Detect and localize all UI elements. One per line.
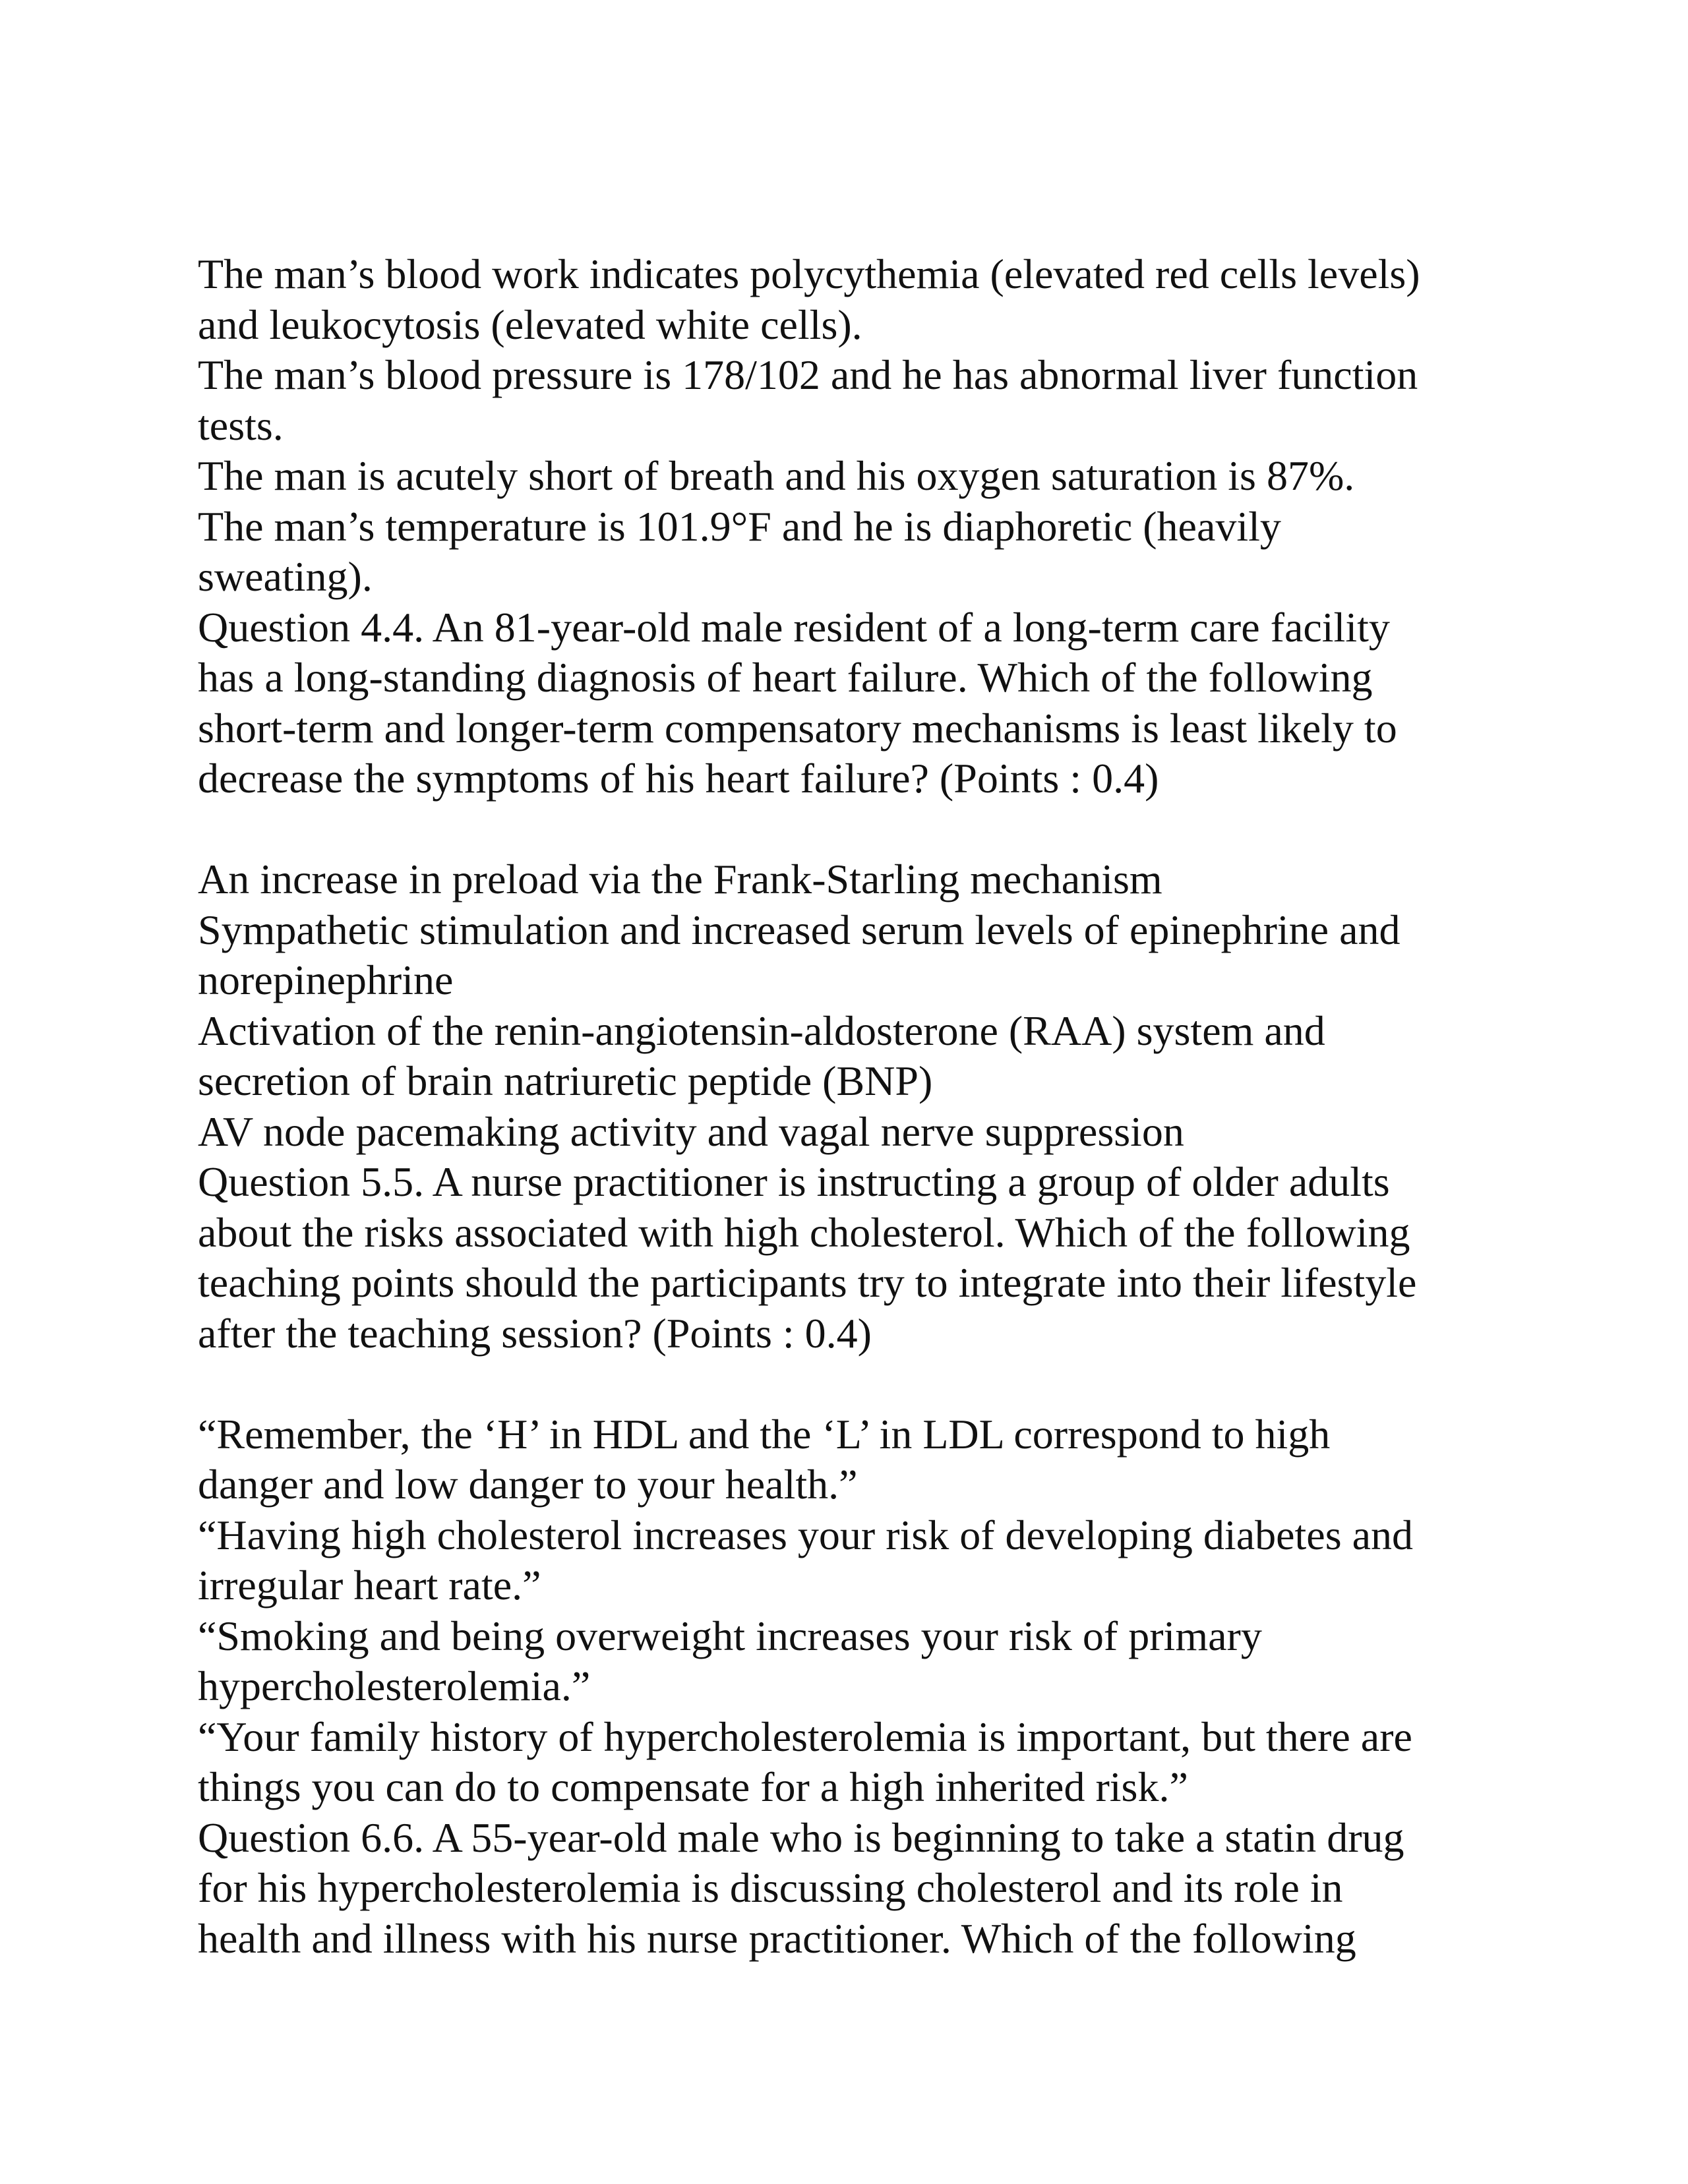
document-body: [198, 249, 1517, 1964]
text-line: teaching points should the participants try to integrate into their lifestyle: [198, 1259, 1417, 1306]
answer-option-line: hypercholesterolemia.”: [198, 1663, 591, 1709]
text-line: The man’s blood work indicates polycythemia (elevated red cells levels): [198, 251, 1420, 297]
answer-option-line: An increase in preload via the Frank-Starling mechanism: [198, 856, 1162, 902]
text-line: after the teaching session? (Points : 0.4): [198, 1309, 872, 1357]
blank-line: [198, 804, 1517, 855]
text-line: has a long-standing diagnosis of heart failure. Which of the following: [198, 654, 1373, 701]
answer-option-line: “Having high cholesterol increases your risk of developing diabetes and: [198, 1511, 1413, 1558]
question-6-6-line: Question 6.6. A 55-year-old male who is beginning to take a statin drug: [198, 1814, 1404, 1861]
question-4-4-line: Question 4.4. An 81-year-old male resident of a long-term care facility: [198, 603, 1390, 651]
text-line: tests.: [198, 401, 284, 449]
text-line: The man’s temperature is 101.9°F and he is diaphoretic (heavily: [198, 502, 1281, 550]
text-line: short-term and longer-term compensatory mechanisms is least likely to: [198, 704, 1397, 752]
answer-option-line: Activation of the renin-angiotensin-aldosterone (RAA) system and: [198, 1007, 1325, 1054]
answer-option-line: AV node pacemaking activity and vagal nerve suppression: [198, 1107, 1184, 1155]
answer-option-line: norepinephrine: [198, 957, 454, 1003]
answer-option-line: danger and low danger to your health.”: [198, 1461, 858, 1508]
text-line: The man’s blood pressure is 178/102 and he has abnormal liver function: [198, 351, 1418, 398]
text-line: The man is acutely short of breath and his oxygen saturation is 87%.: [198, 452, 1355, 499]
text-line: decrease the symptoms of his heart failure? (Points : 0.4): [198, 755, 1159, 802]
text-line: about the risks associated with high cholesterol. Which of the following: [198, 1208, 1410, 1256]
answer-option-line: things you can do to compensate for a high inherited risk.”: [198, 1763, 1188, 1810]
text-line: and leukocytosis (elevated white cells).: [198, 301, 862, 348]
text-line: health and illness with his nurse practitioner. Which of the following: [198, 1914, 1356, 1962]
answer-option-line: “Your family history of hypercholesterolemia is important, but there are: [198, 1713, 1412, 1760]
answer-option-line: secretion of brain natriuretic peptide (BNP): [198, 1057, 933, 1104]
question-5-5-line: Question 5.5. A nurse practitioner is instructing a group of older adults: [198, 1158, 1390, 1205]
answer-option-line: “Remember, the ‘H’ in HDL and the ‘L’ in LDL correspond to high: [198, 1410, 1331, 1458]
answer-option-line: Sympathetic stimulation and increased serum levels of epinephrine and: [198, 906, 1401, 953]
text-line: for his hypercholesterolemia is discussing cholesterol and its role in: [198, 1864, 1343, 1911]
answer-option-line: “Smoking and being overweight increases your risk of primary: [198, 1612, 1262, 1659]
text-line: sweating).: [198, 553, 373, 600]
blank-line: [198, 1359, 1517, 1409]
answer-option-line: irregular heart rate.”: [198, 1562, 541, 1608]
